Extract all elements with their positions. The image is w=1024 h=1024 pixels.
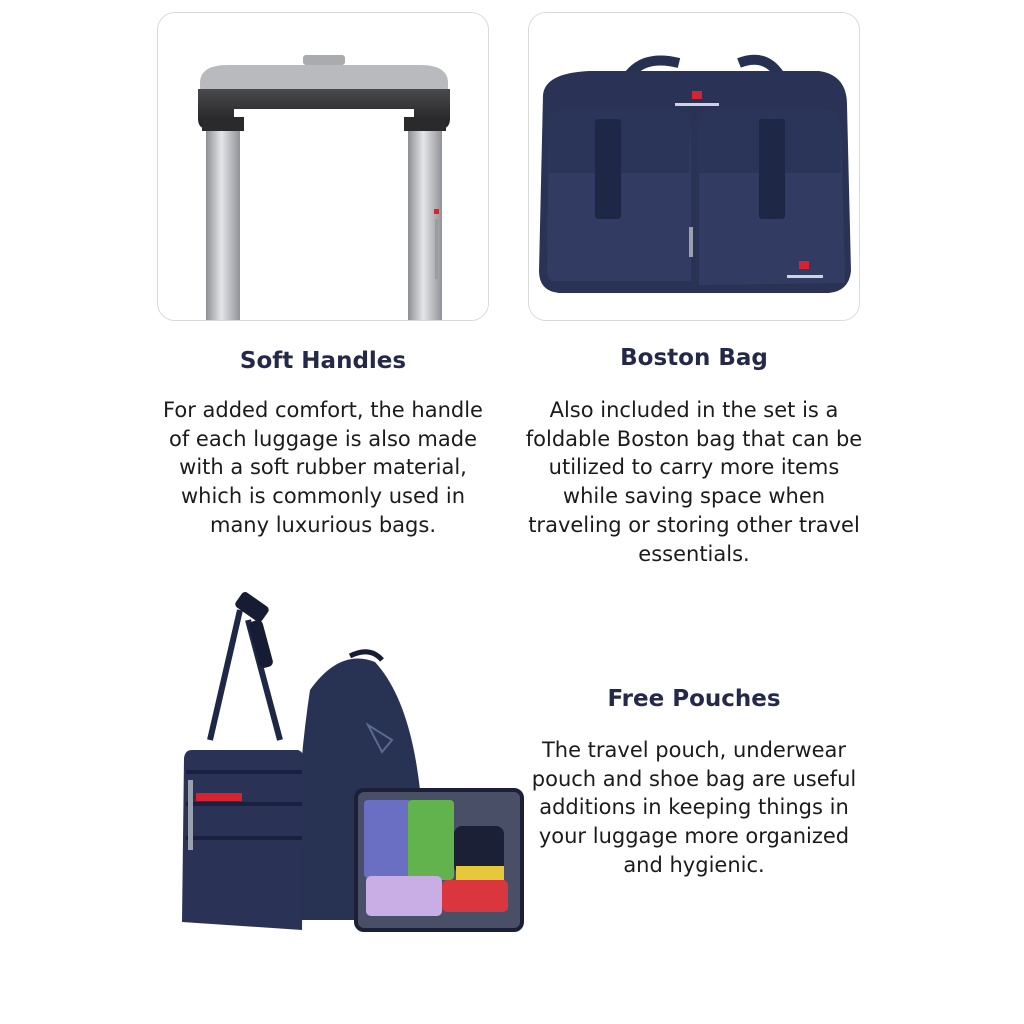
luggage-handle-illustration	[158, 13, 488, 320]
boston-bag-description: Also included in the set is a foldable Boston bag that can be utilized to carry more items while saving space when traveling or storing other travel essentials.	[525, 398, 863, 566]
travel-pouches-illustration	[170, 590, 530, 940]
free-pouches-image	[170, 590, 530, 944]
soft-handles-description: For added comfort, the handle of each luggage is also made with a soft rubber material, which is commonly used in many luxurious bags.	[163, 398, 483, 537]
soft-handles-heading: Soft Handles	[239, 348, 407, 374]
boston-bag-heading: Boston Bag	[620, 345, 768, 371]
boston-bag-image-card	[528, 12, 860, 321]
boston-bag-illustration	[529, 13, 859, 320]
soft-handles-image-card	[157, 12, 489, 321]
free-pouches-description: The travel pouch, underwear pouch and shoe bag are useful additions in keeping things in your luggage more organized and hygienic.	[531, 738, 857, 877]
free-pouches-heading: Free Pouches	[607, 686, 781, 712]
